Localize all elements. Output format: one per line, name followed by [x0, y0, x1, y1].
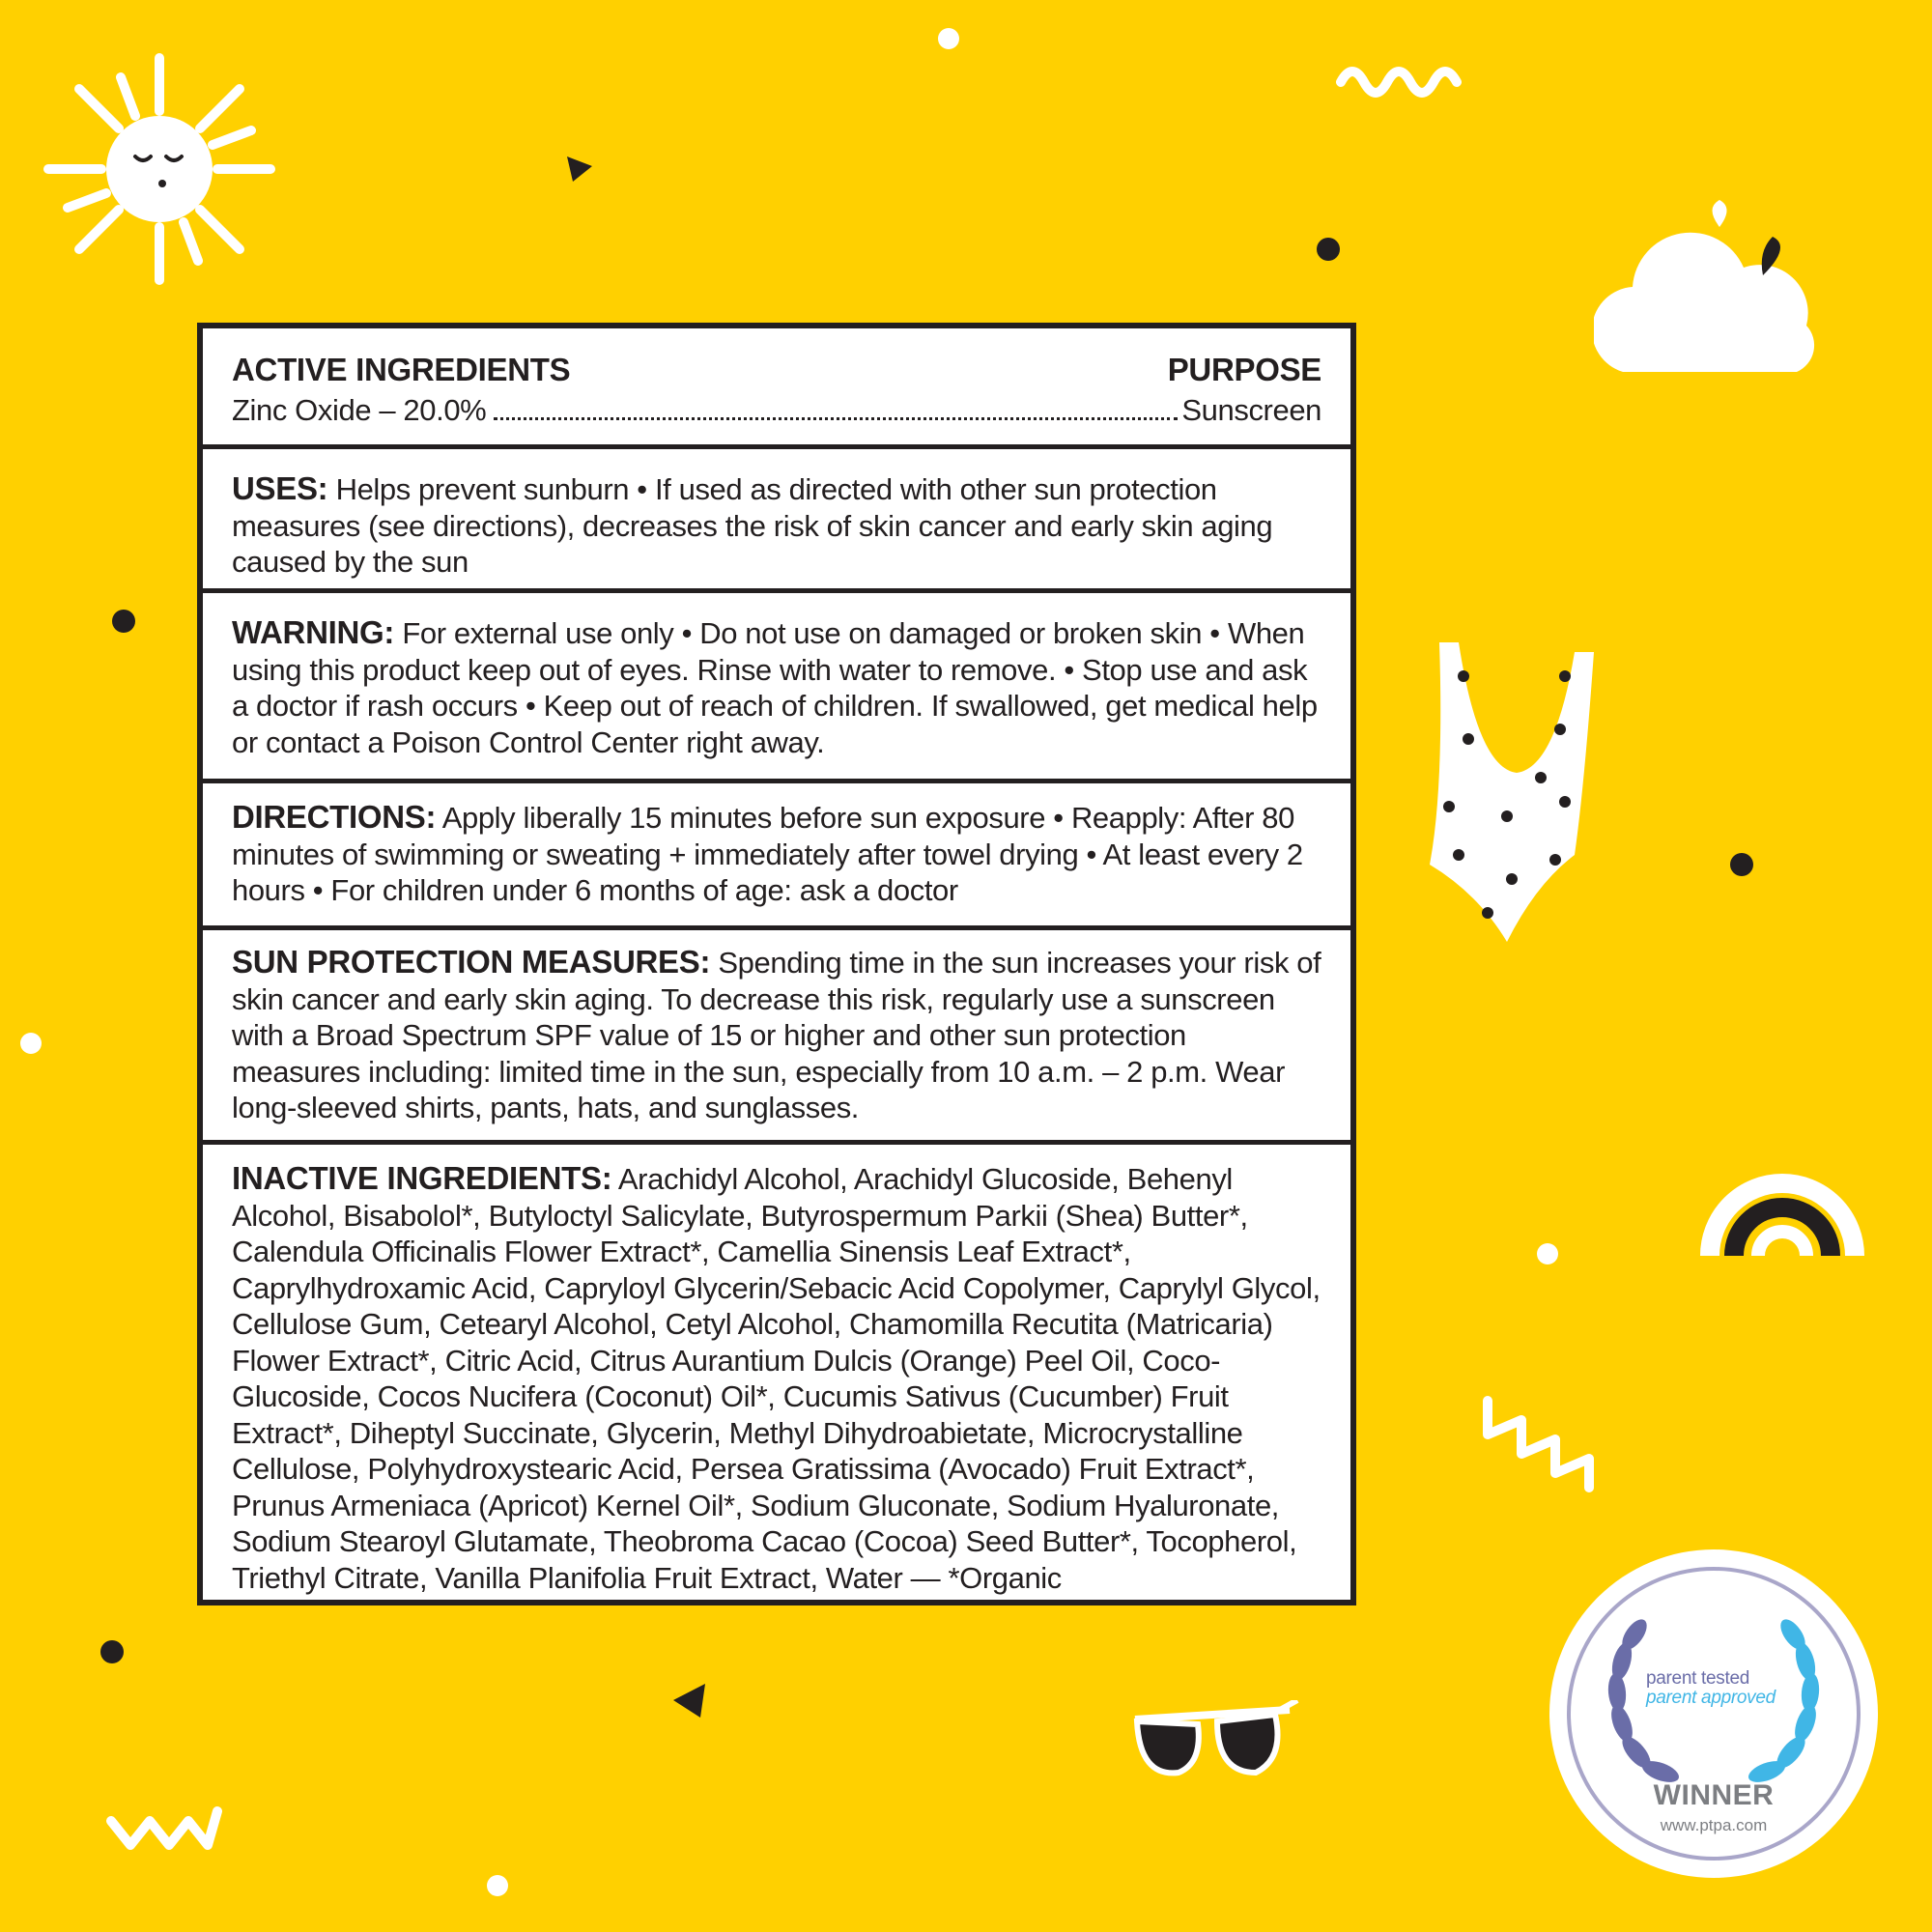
triangle-icon: [565, 155, 594, 184]
triangle-icon: [671, 1681, 710, 1719]
dot-icon: [1536, 1242, 1559, 1265]
dot-icon: [111, 609, 136, 634]
warning-section: [203, 588, 1350, 779]
dot-icon: [486, 1874, 509, 1897]
sun-icon: [39, 48, 280, 290]
dot-icon: [1316, 237, 1341, 262]
sun-protection-heading: SUN PROTECTION MEASURES:: [232, 944, 711, 980]
uses-text: Helps prevent sunburn • If used as directed with other sun protection measures (see directions), decreases the risk of skin cancer and early skin aging caused by the sun: [232, 472, 1273, 579]
zigzag-icon: [1478, 1391, 1613, 1497]
purpose-heading: PURPOSE: [1167, 352, 1321, 387]
warning-text: For external use only • Do not use on damaged or broken skin • When using this product keep out of eyes. Rinse with water to remove. • Stop use and ask a doctor if rash occurs • Keep out of reach of children. If swallowed, get medical help or contact a Poison Control Center right away.: [232, 616, 1318, 759]
inactive-ingredients-heading: INACTIVE INGREDIENTS:: [232, 1160, 612, 1196]
inactive-ingredients-section: [203, 1140, 1350, 1600]
sun-protection-section: [203, 925, 1350, 1140]
sun-protection-text: Spending time in the sun increases your risk of skin cancer and early skin aging. To decrease this risk, regularly use a sunscreen with a Broad Spectrum SPF value of 15 or higher and other sun protection measures including: limited time in the sun, especially from 10 a.m. – 2 p.m. Wear long-sleeved shirts, pants, hats, and sunglasses.: [232, 946, 1321, 1124]
rainbow-icon: [1700, 1150, 1864, 1265]
warning-heading: WARNING:: [232, 614, 395, 650]
active-ingredients-section: [203, 352, 1350, 444]
directions-text: Apply liberally 15 minutes before sun exposure • Reapply: After 80 minutes of swimming or sweating + immediately after towel drying • At least every 2 hours • For children under 6 months of age: ask a doctor: [232, 801, 1303, 907]
dot-leader: [494, 417, 1178, 420]
directions-heading: DIRECTIONS:: [232, 799, 437, 835]
active-ingredients-heading: ACTIVE INGREDIENTS: [232, 352, 571, 387]
badge-url: www.ptpa.com: [1660, 1816, 1768, 1834]
zigzag-icon: [101, 1792, 227, 1860]
inactive-ingredients-text: Arachidyl Alcohol, Arachidyl Glucoside, Behenyl Alcohol, Bisabolol*, Butyloctyl Salicylate, Butyrospermum Parkii (Shea) Butter*, Calendula Officinalis Flower Extract*, Camellia Sinensis Leaf Extract*, Caprylhydroxamic Acid, Capryloyl Glycerin/Sebacic Acid Copolymer, Caprylyl Glycol, Cellulose Gum, Cetearyl Alcohol, Cetyl Alcohol, Chamomilla Recutita (Matricaria) Flower Extract*, Citric Acid, Citrus Aurantium Dulcis (Orange) Peel Oil, Coco-Glucoside, Cocos Nucifera (Coconut) Oil*, Cucumis Sativus (Cucumber) Fruit Extract*, Diheptyl Succinate, Glycerin, Methyl Dihydroabietate, Microcrystalline Cellulose, Polyhydroxystearic Acid, Persea Gratissima (Avocado) Fruit Extract*, Prunus Armeniaca (Apricot) Kernel Oil*, Sodium Gluconate, Sodium Hyaluronate, Sodium Stearoyl Glutamate, Theobroma Cacao (Cocoa) Seed Butter*, Tocopherol, Triethyl Citrate, Vanilla Planifolia Fruit Extract, Water — *Organic: [232, 1162, 1321, 1595]
dot-icon: [99, 1639, 125, 1664]
uses-heading: USES:: [232, 470, 328, 506]
active-ingredient-purpose: Sunscreen: [1181, 392, 1321, 427]
cloud-icon: [1594, 198, 1826, 382]
drug-facts-label: [197, 323, 1356, 1605]
dot-icon: [937, 27, 960, 50]
badge-winner-text: WINNER: [1653, 1779, 1775, 1811]
dot-icon: [1729, 852, 1754, 877]
swimsuit-icon: [1420, 633, 1613, 961]
ptpa-winner-badge: [1549, 1549, 1878, 1878]
active-ingredient-name: Zinc Oxide – 20.0%: [232, 392, 487, 427]
squiggle-icon: [1333, 53, 1468, 101]
sunglasses-icon: [1125, 1700, 1299, 1797]
dot-icon: [19, 1032, 43, 1055]
directions-section: [203, 779, 1350, 925]
uses-section: [203, 444, 1350, 588]
badge-brand: parent tested parent approved: [1646, 1668, 1776, 1708]
